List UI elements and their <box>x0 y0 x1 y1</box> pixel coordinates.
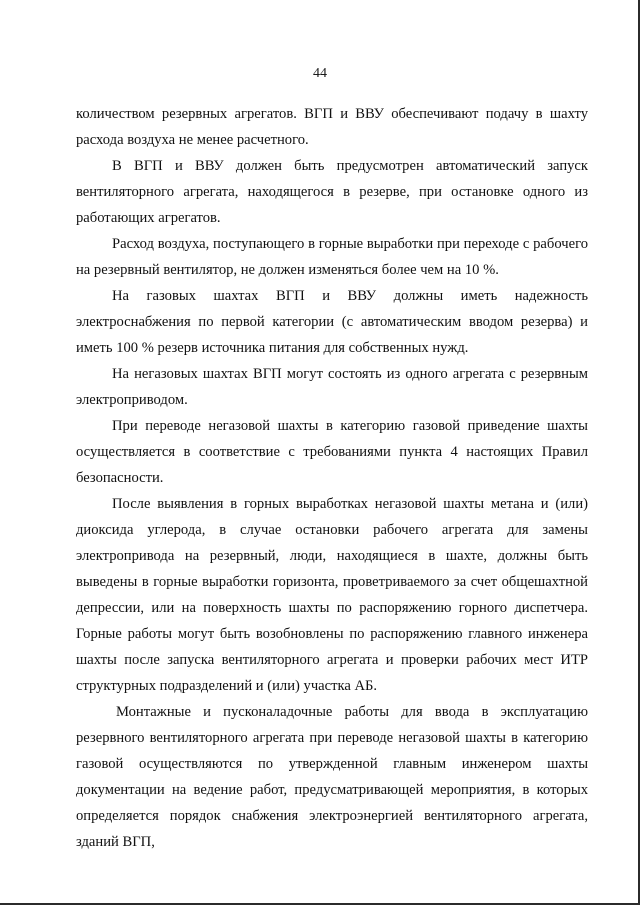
paragraph-installation-works: Монтажные и пусконаладочные работы для ввода в эксплуатацию резервного вентиляторного агрегата при переводе негазовой шахты в категорию газовой осуществляются по утвержденной главным инженером шахты документации на ведение работ, предусматривающей мероприятия, в которых определяется порядок снабжения электроэнергией вентиляторного агрегата, зданий ВГП, <box>76 704 588 850</box>
paragraph-auto-start: В ВГП и ВВУ должен быть предусмотрен автоматический запуск вентиляторного агрегата, находящегося в резерве, при остановке одного из работающих агрегатов. <box>76 158 588 226</box>
paragraph-non-gas-mines: На негазовых шахтах ВГП могут состоять из одного агрегата с резервным электроприводом. <box>76 366 588 408</box>
paragraph-continuation: количеством резервных агрегатов. ВГП и ВВУ обеспечивают подачу в шахту расхода воздуха не менее расчетного. <box>76 106 588 148</box>
paragraph-air-flow: Расход воздуха, поступающего в горные выработки при переходе с рабочего на резервный вентилятор, не должен изменяться более чем на 10 %. <box>76 236 588 278</box>
paragraph-methane-detection: После выявления в горных выработках негазовой шахты метана и (или) диоксида углерода, в случае остановки рабочего агрегата для замены электропривода на резервный, люди, находящиеся в шахте, должны быть выведены в горные выработки горизонта, проветриваемого за счет общешахтной депрессии, или на поверхность шахты по распоряжению горного диспетчера. Горные работы могут быть возобновлены по распоряжению главного инженера шахты после запуска вентиляторного агрегата и проверки рабочих мест ИТР структурных подразделений и (или) участка АБ. <box>76 496 588 694</box>
paragraph-category-transfer: При переводе негазовой шахты в категорию газовой приведение шахты осуществляется в соответствие с требованиями пункта 4 настоящих Правил безопасности. <box>76 418 588 486</box>
page-number: 44 <box>313 66 327 81</box>
document-body <box>76 101 588 855</box>
paragraph-power-supply: На газовых шахтах ВГП и ВВУ должны иметь надежность электроснабжения по первой категории (с автоматическим вводом резерва) и иметь 100 % резерв источника питания для собственных нужд. <box>76 288 588 356</box>
